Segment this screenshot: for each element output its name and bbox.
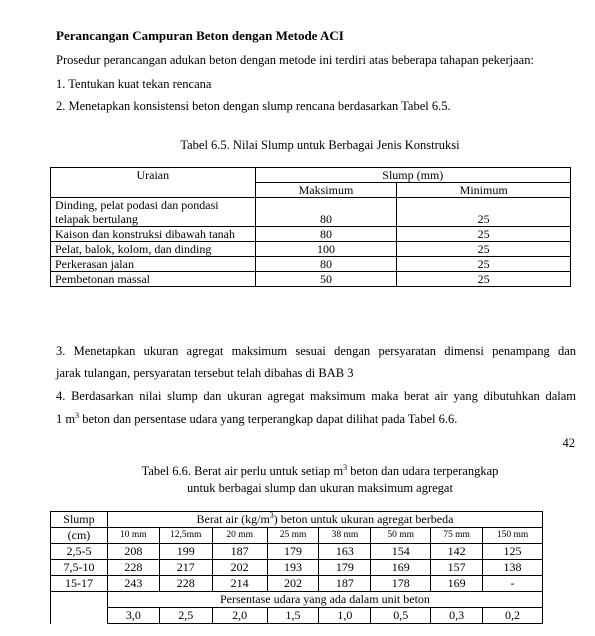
row-label: Dinding, pelat podasi dan pondasi telapak bertulang (51, 198, 256, 227)
size-header: 75 mm (431, 528, 483, 544)
row-max: 80 (255, 227, 397, 242)
step-1: 1. Tentukan kuat tekan rencana (56, 77, 212, 91)
value-cell: 138 (483, 560, 543, 576)
row-min: 25 (397, 198, 571, 227)
value-cell: 202 (267, 576, 319, 592)
value-cell: 169 (371, 560, 431, 576)
row-label: Kaison dan konstruksi dibawah tanah (51, 227, 256, 242)
value-cell: 228 (107, 560, 159, 576)
step-2: 2. Menetapkan konsistensi beton dengan slump rencana berdasarkan Tabel 6.5. (56, 99, 451, 113)
size-header: 150 mm (483, 528, 543, 544)
table-6-6 (50, 511, 543, 624)
value-cell: 178 (371, 576, 431, 592)
value-cell: 157 (431, 560, 483, 576)
row-max: 100 (255, 242, 397, 257)
value-cell: 163 (319, 544, 371, 560)
step-3-line-1: 3. Menetapkan ukuran agregat maksimum sesuai dengan persyaratan dimensi penampang dan (56, 344, 576, 358)
value-cell: 193 (267, 560, 319, 576)
table-row (51, 257, 571, 272)
air-value: 2,0 (212, 608, 267, 624)
value-cell: 217 (159, 560, 212, 576)
value-cell: 187 (212, 544, 267, 560)
value-cell: 243 (107, 576, 159, 592)
value-cell: 208 (107, 544, 159, 560)
table-row (51, 198, 571, 227)
row-max: 50 (255, 272, 397, 287)
row-min: 25 (397, 242, 571, 257)
table-row (51, 544, 543, 560)
table-6-6-caption-line-2: untuk berbagai slump dan ukuran maksimum agregat (187, 481, 453, 495)
size-header: 25 mm (267, 528, 319, 544)
value-cell: 214 (212, 576, 267, 592)
table-row (51, 227, 571, 242)
table-6-5 (50, 167, 571, 287)
header-slump-unit: (cm) (51, 528, 108, 544)
step-4-line-1: 4. Berdasarkan nilai slump dan ukuran agregat maksimum maka berat air yang dibutuhkan dalam (56, 389, 576, 403)
air-label-blank (51, 592, 108, 624)
value-cell: 125 (483, 544, 543, 560)
header-slump: Slump (mm) (255, 168, 570, 183)
value-cell: 187 (319, 576, 371, 592)
air-value: 0,5 (371, 608, 431, 624)
table-6-5-caption: Tabel 6.5. Nilai Slump untuk Berbagai Jenis Konstruksi (180, 138, 460, 152)
air-value: 0,2 (483, 608, 543, 624)
air-header: Persentase udara yang ada dalam unit beton (107, 592, 542, 608)
row-label: Perkerasan jalan (51, 257, 256, 272)
size-header: 38 mm (319, 528, 371, 544)
value-cell: 169 (431, 576, 483, 592)
header-minimum: Minimum (397, 183, 571, 198)
size-header: 12,5mm (159, 528, 212, 544)
table-row (51, 242, 571, 257)
row-max: 80 (255, 257, 397, 272)
section-title: Perancangan Campuran Beton dengan Metode ACI (56, 28, 344, 43)
row-max: 80 (255, 198, 397, 227)
table-row (51, 560, 543, 576)
value-cell: 142 (431, 544, 483, 560)
size-header: 50 mm (371, 528, 431, 544)
slump-cell: 7,5-10 (51, 560, 108, 576)
header-berat-air: Berat air $(kg/m^3)$ beton untuk ukuran agregat berbeda (107, 512, 542, 528)
air-value: 3,0 (107, 608, 159, 624)
header-slump: Slump (51, 512, 108, 528)
header-uraian: Uraian (51, 168, 256, 198)
size-header: 10 mm (107, 528, 159, 544)
slump-cell: 15-17 (51, 576, 108, 592)
row-min: 25 (397, 257, 571, 272)
value-cell: - (483, 576, 543, 592)
table-row (51, 272, 571, 287)
air-value: 2,5 (159, 608, 212, 624)
table-row (51, 608, 543, 624)
row-min: 25 (397, 227, 571, 242)
value-cell: 179 (319, 560, 371, 576)
air-value: 1,5 (267, 608, 319, 624)
table-6-6-caption-line-1: Tabel 6.6. Berat air perlu untuk setiap $m^3$ beton dan udara terperangkap (141, 463, 499, 478)
step-4-line-2: 1 $m^3$ beton dan persentase udara yang terperangkap dapat dilihat pada Tabel 6.6. (56, 411, 458, 426)
air-value: 0,3 (431, 608, 483, 624)
page-number: 42 (562, 436, 575, 450)
slump-cell: 2,5-5 (51, 544, 108, 560)
value-cell: 202 (212, 560, 267, 576)
step-3-line-2: jarak tulangan, persyaratan tersebut telah dibahas di BAB 3 (56, 366, 354, 380)
value-cell: 154 (371, 544, 431, 560)
value-cell: 179 (267, 544, 319, 560)
value-cell: 199 (159, 544, 212, 560)
row-label: Pelat, balok, kolom, dan dinding (51, 242, 256, 257)
header-maksimum: Maksimum (255, 183, 397, 198)
intro-paragraph: Prosedur perancangan adukan beton dengan metode ini terdiri atas beberapa tahapan pekerjaan: (56, 53, 534, 67)
value-cell: 228 (159, 576, 212, 592)
table-row (51, 576, 543, 592)
row-label: Pembetonan massal (51, 272, 256, 287)
air-value: 1,0 (319, 608, 371, 624)
row-min: 25 (397, 272, 571, 287)
size-header: 20 mm (212, 528, 267, 544)
